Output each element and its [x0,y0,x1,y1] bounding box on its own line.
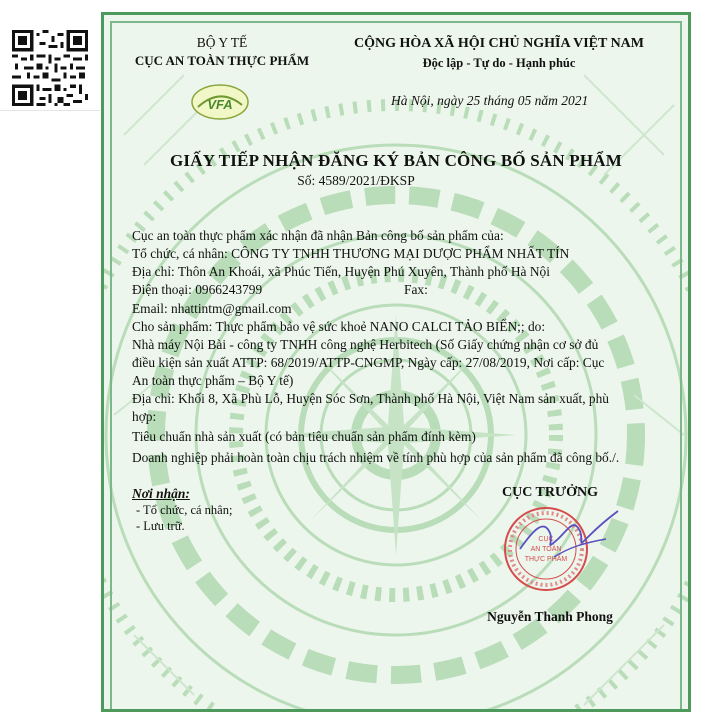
svg-text:AN TOÀN: AN TOÀN [530,546,562,553]
manufacturer-line-3: An toàn thực phẩm – Bộ Y tế) [132,373,294,388]
country-name: CỘNG HÒA XÃ HỘI CHỦ NGHĨA VIỆT NAM [353,36,645,51]
svg-text:VFA: VFA [207,97,233,112]
svg-text:THỰC PHẨM: THỰC PHẨM [524,556,568,563]
signature-icon [514,499,624,579]
manufacturer-address-1: Địa chỉ: Khối 8, Xã Phù Lỗ, Huyện Sóc Sơn, Thành phố Hà Nội, Việt Nam sản xuất, phù [132,391,610,406]
fax: Fax: [404,282,428,297]
document-number: Số: 4589/2021/ĐKSP [297,173,415,188]
manufacturer-line-2: điều kiện sản xuất ATTP: 68/2019/ATTP-CNGMP, Ngày cấp: 27/08/2019, Nơi cấp: Cục [132,355,605,370]
email: Email: nhattintm@gmail.com [132,301,292,316]
product: Cho sản phẩm: Thực phẩm bảo vệ sức khoẻ NANO CALCI TẢO BIỂN;; do: [132,319,546,334]
ministry-name: BỘ Y TẾ [196,35,248,50]
responsibility: Doanh nghiệp phải hoàn toàn chịu trách nhiệm về tính phù hợp của sản phẩm đã công bố./. [132,450,620,465]
intro-text: Cục an toàn thực phẩm xác nhận đã nhận Bản công bố sản phẩm của: [132,228,504,243]
certificate [101,12,691,712]
organization-address: Địa chỉ: Thôn An Khoái, xã Phúc Tiến, Huyện Phú Xuyên, Thành phố Hà Nội [132,264,550,279]
signer-role: CỤC TRƯỞNG [501,485,599,500]
issue-date: Hà Nội, ngày 25 tháng 05 năm 2021 [391,93,589,108]
svg-text:CỤC: CỤC [538,536,554,543]
national-motto: Độc lập - Tự do - Hạnh phúc [422,56,576,70]
signer-name: Nguyễn Thanh Phong [487,609,613,624]
manufacturer-address-2: hợp: [132,409,157,424]
vfa-logo-icon [190,83,250,121]
document-title: GIẤY TIẾP NHẬN ĐĂNG KÝ BẢN CÔNG BỐ SẢN PHẨM [169,151,623,170]
standard: Tiêu chuẩn nhà sản xuất (có bản tiêu chuẩn sản phẩm đính kèm) [132,429,476,444]
qr-code-icon [12,30,88,106]
recipient-item: - Tổ chức, cá nhân; [136,503,233,517]
manufacturer-line-1: Nhà máy Nội Bài - công ty TNHH công nghệ Herbitech (Số Giấy chứng nhận cơ sở đủ [132,337,599,352]
organization: Tổ chức, cá nhân: CÔNG TY TNHH THƯƠNG MẠI DƯỢC PHẨM NHẤT TÍN [132,246,570,261]
phone: Điện thoại: 0966243799 [132,282,263,297]
recipients-label: Nơi nhận: [132,486,190,501]
recipient-item: - Lưu trữ. [136,519,185,533]
agency-name: CỤC AN TOÀN THỰC PHẨM [134,53,310,68]
divider [0,110,100,111]
